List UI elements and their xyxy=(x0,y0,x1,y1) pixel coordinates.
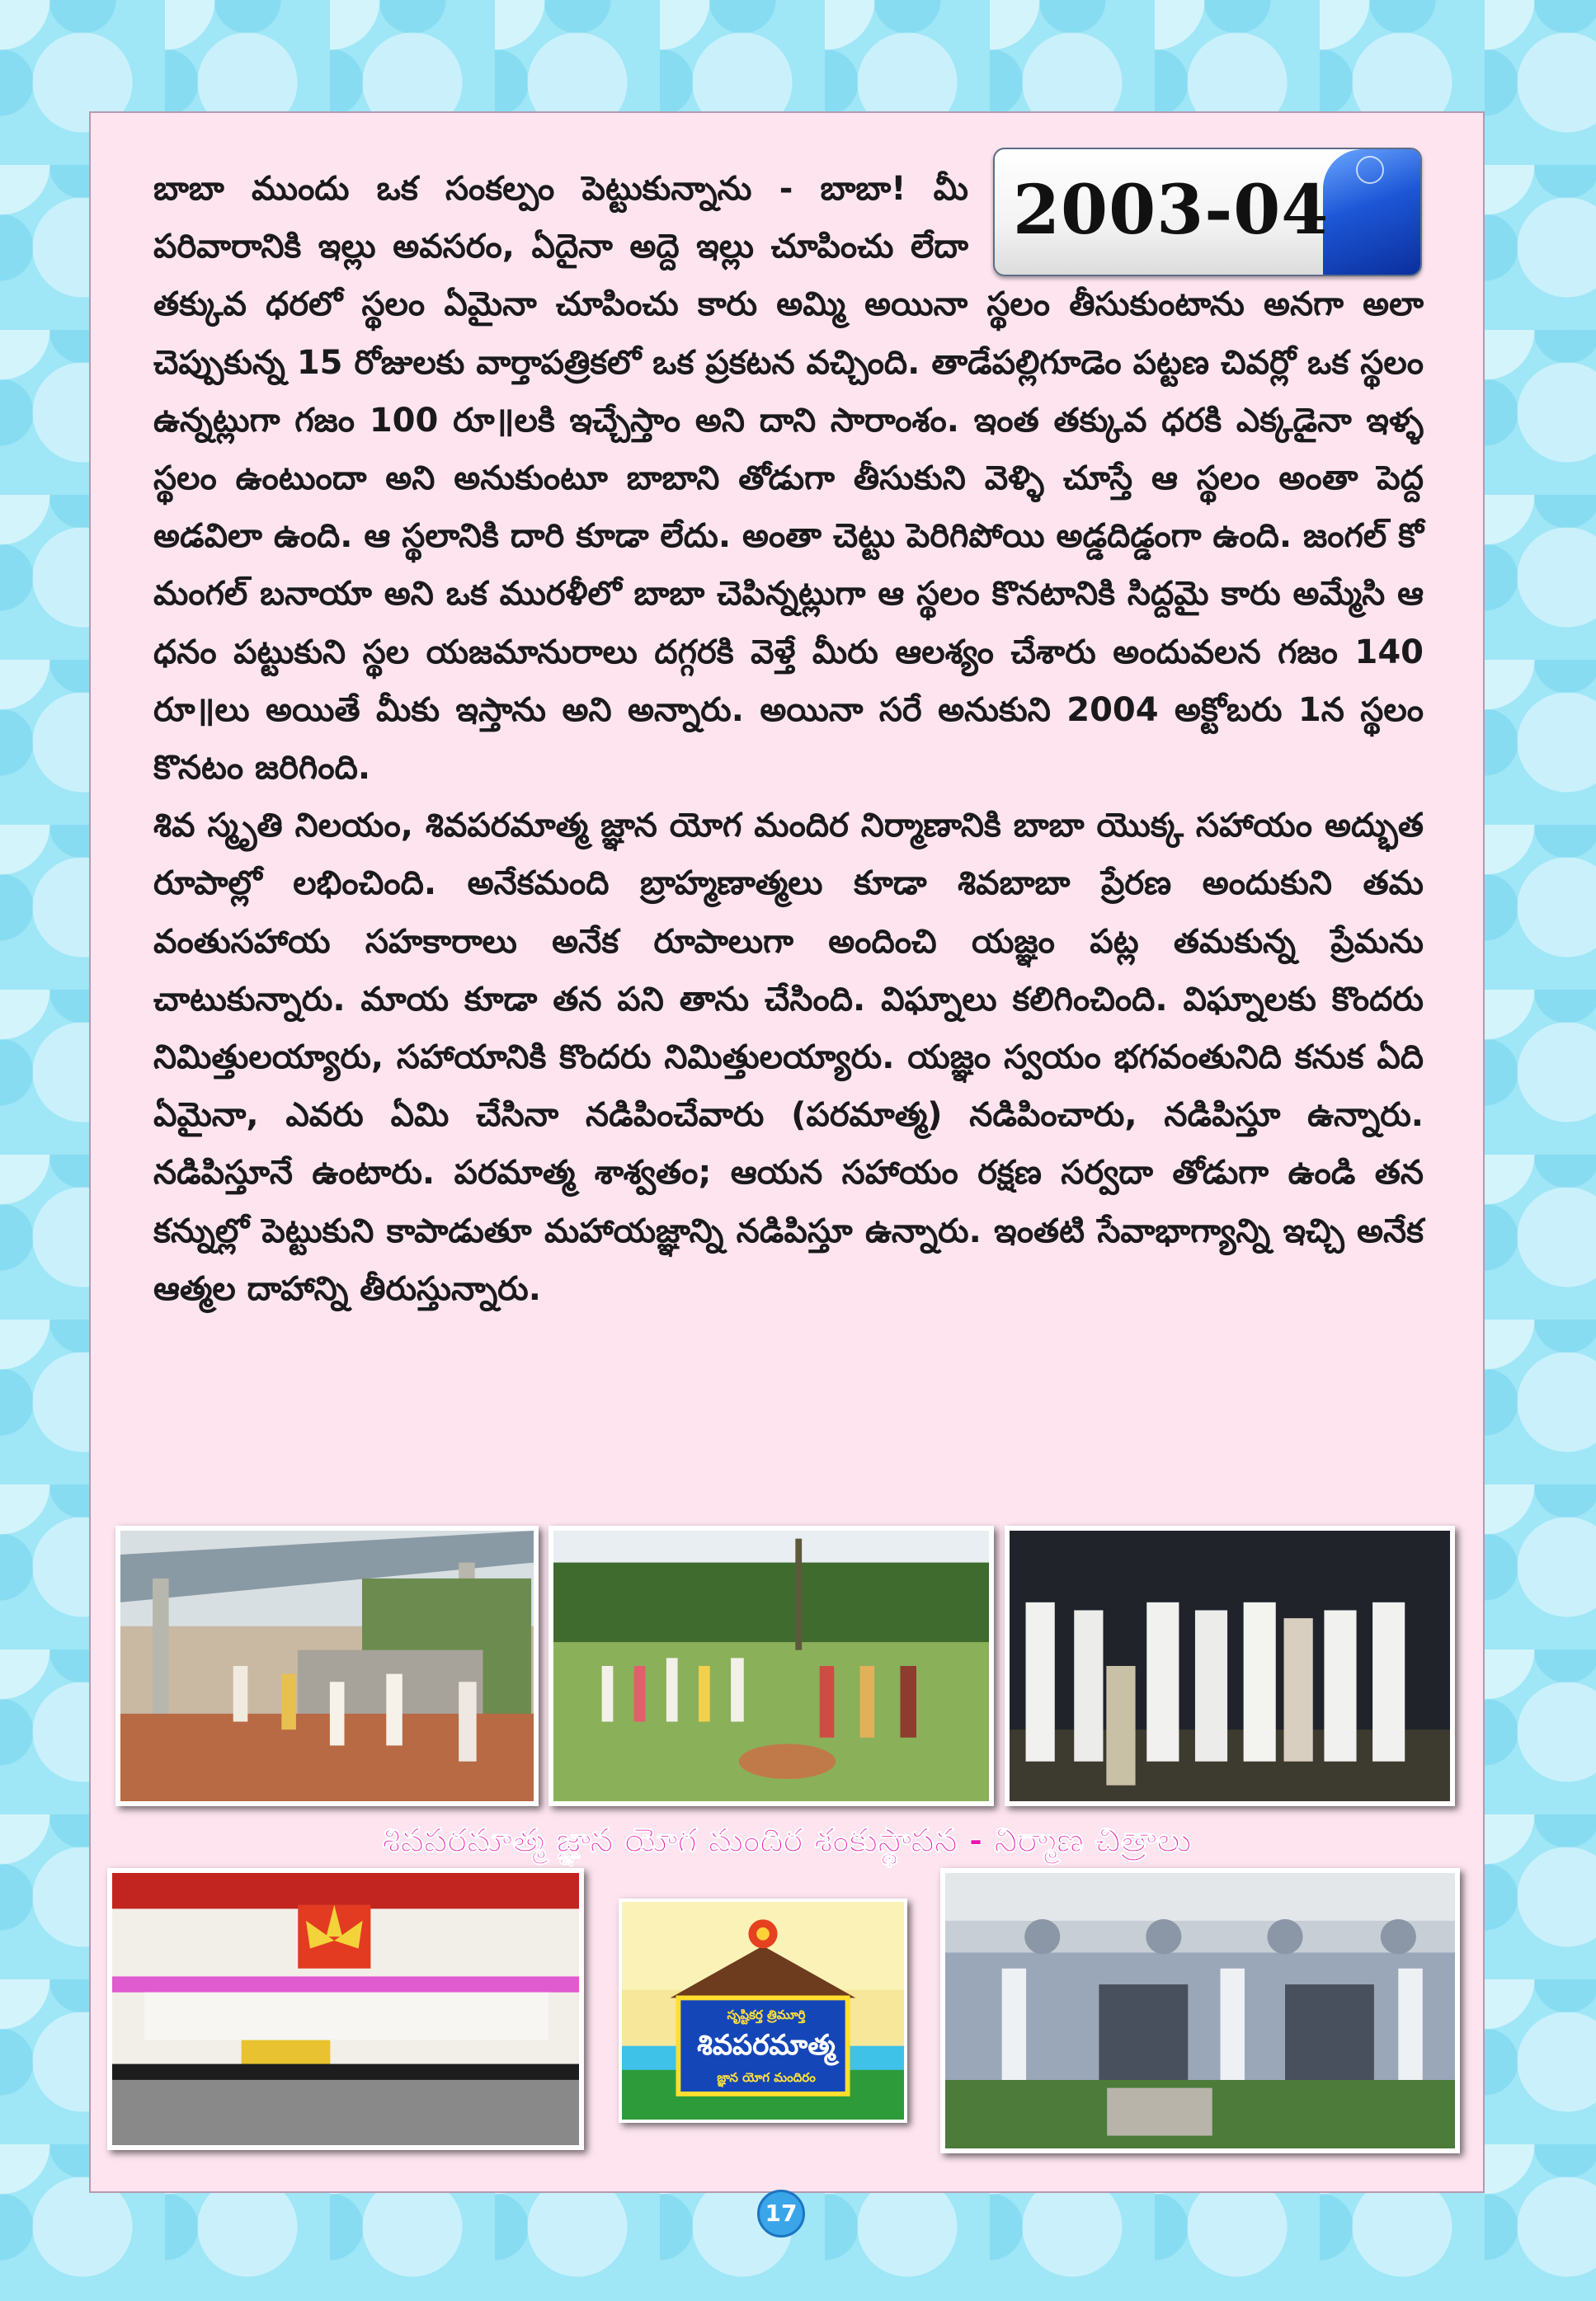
logo-shiva-paramatma xyxy=(619,1899,907,2123)
photo-construction-site xyxy=(115,1526,539,1806)
logo-main-title: శివపరమాత్మ xyxy=(697,2029,836,2062)
logo-bottom-line: జ్ఞాన యోగ మందిరం xyxy=(717,2070,816,2085)
article-body xyxy=(153,160,1424,1318)
paragraph-2: శివ స్మృతి నిలయం, శివపరమాత్మ జ్ఞాన యోగ మందిర నిర్మాణానికి బాబా యొక్క సహాయం అద్భుత రూపాల్లో లభించింది. అనేకమంది బ్రాహ్మణాత్మలు కూడా శివబాబా ప్రేరణ అందుకుని తమ వంతుసహాయ సహకారాలు అనేక రూపాలుగా అందించి యజ్ఞం పట్ల తమకున్న ప్రేమను చాటుకున్నారు. మాయ కూడా తన పని తాను చేసింది. విఘ్నాలు కలిగించింది. విఘ్నాలకు కొందరు నిమిత్తులయ్యారు, సహాయానికి కొందరు నిమిత్తులయ్యారు. యజ్ఞం స్వయం భగవంతునిది కనుక ఏది ఏమైనా, ఎవరు ఏమి చేసినా నడిపించేవారు (పరమాత్మ) నడిపించారు, నడిపిస్తూ ఉన్నారు. నడిపిస్తూనే ఉంటారు. పరమాత్మ శాశ్వతం; ఆయన సహాయం రక్షణ సర్వదా తోడుగా ఉండి తన కన్నుల్లో పెట్టుకుని కాపాడుతూ మహాయజ్ఞాన్ని నడిపిస్తూ ఉన్నారు. ఇంతటి సేవాభాగ్యాన్ని ఇచ్చి అనేక ఆత్మల దాహాన్ని తీరుస్తున్నారు. xyxy=(153,807,1424,1308)
page-panel xyxy=(89,111,1485,2193)
photo-group-men xyxy=(1005,1526,1455,1806)
photo-caption: శివపరమాత్మ జ్ఞాన యోగ మందిర శంకుస్థాపన - నిర్మాణ చిత్రాలు xyxy=(382,1822,1192,1860)
logo-top-line: సృష్టికర్త త్రిమూర్తి xyxy=(727,2007,806,2022)
paragraph-1: బాబా ముందు ఒక సంకల్పం పెట్టుకున్నాను - బాబా! మీ పరివారానికి ఇల్లు అవసరం, ఏదైనా అద్దె ఇల్లు చూపించు లేదా తక్కువ ధరలో స్థలం ఏమైనా చూపించు కారు అమ్మి అయినా స్థలం తీసుకుంటాను అనగా అలా చెప్పుకున్న 15 రోజులకు వార్తాపత్రికలో ఒక ప్రకటన వచ్చింది. తాడేపల్లిగూడెం పట్టణ చివర్లో ఒక స్థలం ఉన్నట్లుగా గజం 100 రూ॥లకి ఇచ్చేస్తాం అని దాని సారాంశం. ఇంత తక్కువ ధరకి ఎక్కడైనా ఇళ్ళ స్థలం ఉంటుందా అని అనుకుంటూ బాబాని తోడుగా తీసుకుని వెళ్ళి చూస్తే ఆ స్థలం అంతా పెద్ద అడవిలా ఉంది. ఆ స్థలానికి దారి కూడా లేదు. అంతా చెట్టు పెరిగిపోయి అడ్డదిడ్డంగా ఉంది. జంగల్ కో మంగల్ బనాయా అని ఒక మురళీలో బాబా చెపిన్నట్లుగా ఆ స్థలం కొనటానికి సిద్దమై కారు అమ్మేసి ఆ ధనం పట్టుకుని స్థల యజమానురాలు దగ్గరకి వెళ్తే మీరు ఆలశ్యం చేశారు అందువలన గజం 140 రూ॥లు అయితే మీకు ఇస్తాను అని అన్నారు. అయినా సరే అనుకుని 2004 అక్టోబరు 1న స్థలం కొనటం జరిగింది. xyxy=(153,170,1424,788)
photo-building xyxy=(940,1868,1460,2153)
page-number: 17 xyxy=(757,2190,805,2237)
photo-stage-meeting xyxy=(107,1868,584,2150)
year-label: 2003-04 xyxy=(1013,171,1330,250)
badge-spacer xyxy=(968,160,1424,275)
photo-volunteers-field xyxy=(548,1526,994,1806)
